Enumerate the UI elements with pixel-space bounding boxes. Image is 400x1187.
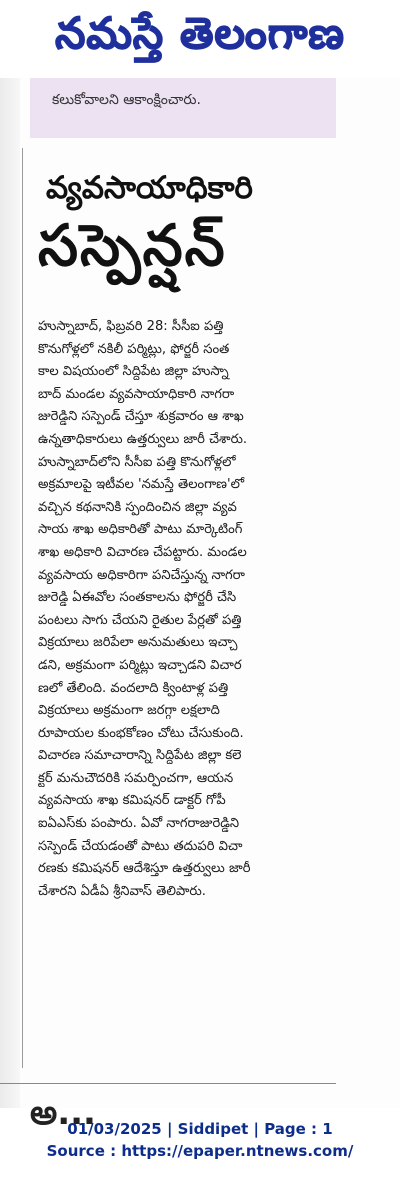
article-body-line: ణలో తేలింది. వందలాది క్వింటాళ్ల పత్తి — [38, 680, 229, 696]
article-body-line: ఉన్నతాధికారులు ఉత్తర్వులు జారీ చేశారు. — [38, 431, 248, 447]
article-body-line: కాల విషయంలో సిద్దిపేట జిల్లా హుస్నా — [38, 364, 229, 380]
article-body-line: జురెడ్డి ఏఈవోల సంతకాలను ఫోర్జరీ చేసి — [38, 590, 237, 606]
article-body — [38, 316, 336, 903]
article-body-line: విక్రయాలు జరిపేలా అనుమతులు ఇచ్చా — [38, 635, 238, 651]
article-body-line: అక్రమాలపై ఇటీవల 'నమస్తే తెలంగాణ'లో — [38, 477, 245, 493]
article-body-line: వచ్చిన కథనానికి స్పందించిన జిల్లా వ్యవ — [38, 499, 237, 515]
article-body-line: చేశారని ఏడీఏ శ్రీనివాస్ తెలిపారు. — [38, 883, 206, 899]
masthead-title: నమస్తే తెలంగాణ — [55, 9, 345, 59]
article-body-line: ఐఏఎస్‌కు పంపారు. ఏవో నాగరాజురెడ్డిని — [38, 816, 240, 832]
article-body-line: రణకు కమిషనర్ ఆదేశిస్తూ ఉత్తర్వులు జారీ — [38, 861, 251, 877]
article-body-line: సాయ శాఖ అధికారితో పాటు మార్కెటింగ్ — [38, 522, 243, 538]
article-body-line: పంటలు సాగు చేయని రైతుల పేర్లతో పత్తి — [38, 612, 242, 628]
article-headline: సస్పెన్షన్ — [38, 213, 227, 279]
article-body-line: క్టర్ మనుచౌదరికి సమర్పించగా, ఆయన — [38, 770, 234, 786]
next-article-fragment: అ... — [30, 1093, 96, 1133]
article-body-line: హుస్నాబాద్, ఫిబ్రవరి 28: సీసీఐ పత్తి — [38, 319, 224, 334]
article-body-line: రూపాయల కుంభకోణం చోటు చేసుకుంది. — [38, 725, 244, 741]
article-body-line: డని, అక్రమంగా పర్మిట్లు ఇచ్చాడని విచార — [38, 657, 242, 673]
article-body-line: జురెడ్డిని సస్పెండ్ చేస్తూ శుక్రవారం ఆ శాఖ — [38, 409, 244, 425]
adjacent-column-strip — [0, 78, 20, 1108]
article-body-line: హుస్నాబాద్‌లోని సీసీఐ పత్తి కొనుగోళ్లలో — [38, 454, 236, 470]
article-body-line: శాఖ అధికారి విచారణ చేపట్టారు. మండల — [38, 544, 247, 560]
previous-article-text: కలుకోవాలని ఆకాంక్షించారు. — [52, 92, 201, 108]
column-divider — [22, 148, 23, 1068]
article-kicker: వ్యవసాయాధికారి — [46, 170, 253, 206]
footer-source: Source : https://epaper.ntnews.com/ — [46, 1142, 354, 1160]
footer-date-edition: 01/03/2025 | Siddipet | Page : 1 — [67, 1120, 333, 1138]
article-divider — [0, 1083, 336, 1084]
article-body-line: వ్యవసాయ అధికారిగా పనిచేస్తున్న నాగరా — [38, 567, 245, 583]
article-body-line: బాద్ మండల వ్యవసాయాధికారి నాగరా — [38, 386, 235, 402]
masthead — [0, 0, 400, 78]
footer — [0, 1118, 400, 1162]
article-body-line: సస్పెండ్ చేయడంతో పాటు తదుపరి విచా — [38, 838, 243, 854]
article-body-line: విక్రయాలు అక్రమంగా జరగ్గా లక్షలాది — [38, 703, 220, 719]
article-body-line: కొనుగోళ్లలో నకిలీ పర్మిట్లు, ఫోర్జరీ సంత — [38, 341, 230, 357]
article-body-line: వ్యవసాయ శాఖ కమిషనర్ డాక్టర్ గోపీ — [38, 793, 226, 809]
article-body-line: విచారణ సమాచారాన్ని సిద్దిపేట జిల్లా కలె — [38, 748, 242, 764]
